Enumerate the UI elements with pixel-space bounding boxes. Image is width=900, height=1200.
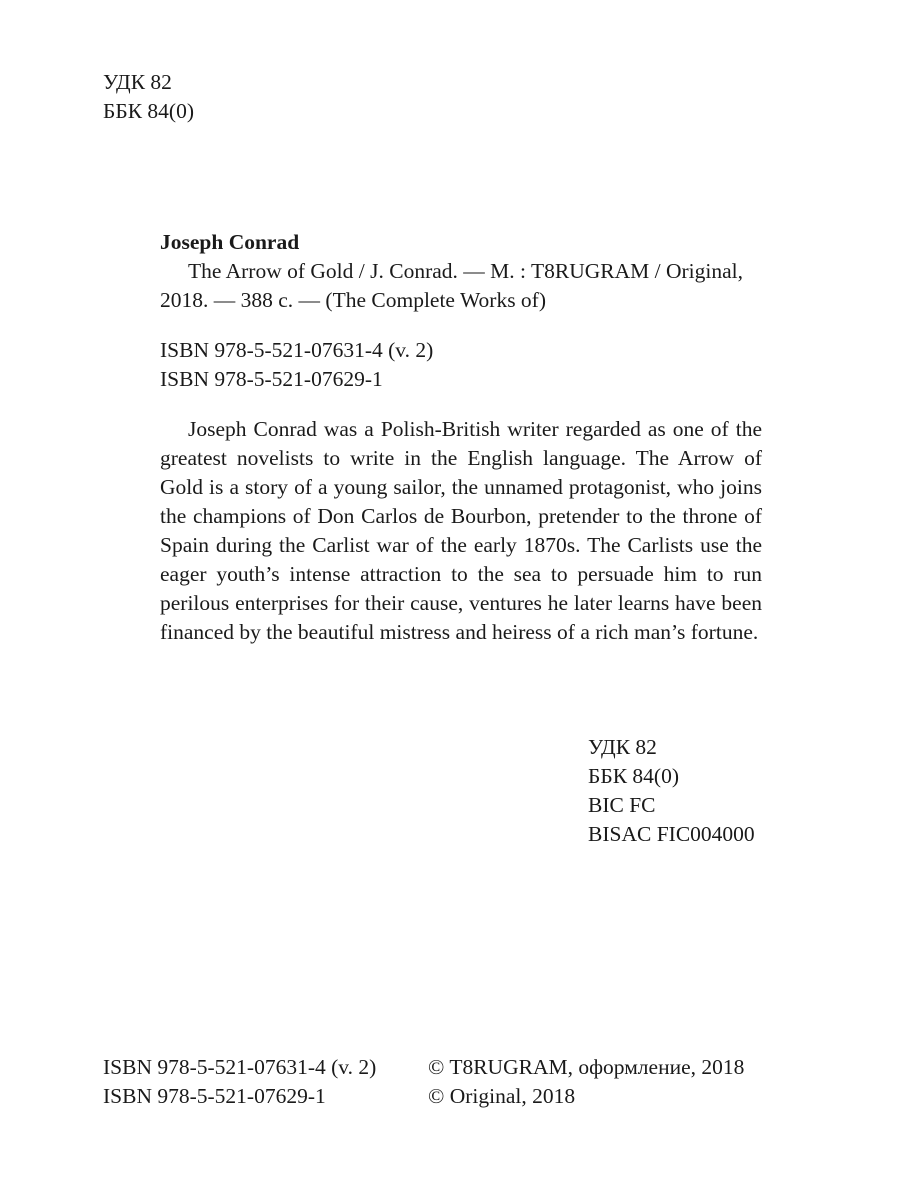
isbn-volume: ISBN 978-5-521-07631-4 (v. 2): [160, 338, 434, 362]
bisac-code: BISAC FIC004000: [588, 822, 755, 846]
copyright-original: © Original, 2018: [428, 1084, 576, 1108]
footer-isbn-block: [103, 1053, 376, 1111]
footer-isbn-volume: ISBN 978-5-521-07631-4 (v. 2): [103, 1055, 377, 1079]
bibliographic-record: [160, 228, 770, 315]
bic-code: BIC FC: [588, 793, 656, 817]
author-name: Joseph Conrad: [160, 230, 300, 254]
classification-codes: [588, 733, 755, 849]
copyright-publisher: © T8RUGRAM, оформление, 2018: [428, 1055, 745, 1079]
bbk-code: ББК 84(0): [588, 764, 679, 788]
copyright-block: [428, 1053, 744, 1111]
abstract-paragraph: Joseph Conrad was a Polish-British writer regarded as one of the greatest novelists to write in the English language. The Arrow of Gold is a story of a young sailor, the unnamed protagonist, who joins the champions of Don Carlos de Bourbon, pretender to the throne of Spain during the Carlist war of the early 1870s. The Carlists use the eager youth’s intense attraction to the sea to persuade him to run perilous enterprises for their cause, ventures he later learns have been financed by the beautiful mistress and heiress of a rich man’s fortune.: [160, 417, 762, 644]
udk-code: УДК 82: [588, 735, 657, 759]
bibliographic-description-line-1: The Arrow of Gold / J. Conrad. — M. : T8RUGRAM / Original,: [188, 259, 743, 283]
bibliographic-description-line-2: 2018. — 388 c. — (The Complete Works of): [160, 288, 547, 312]
top-classification-codes: [103, 68, 194, 126]
isbn-set: ISBN 978-5-521-07629-1: [160, 367, 383, 391]
isbn-block: [160, 336, 433, 394]
top-udk-code: УДК 82: [103, 70, 172, 94]
footer-isbn-set: ISBN 978-5-521-07629-1: [103, 1084, 326, 1108]
top-bbk-code: ББК 84(0): [103, 99, 194, 123]
